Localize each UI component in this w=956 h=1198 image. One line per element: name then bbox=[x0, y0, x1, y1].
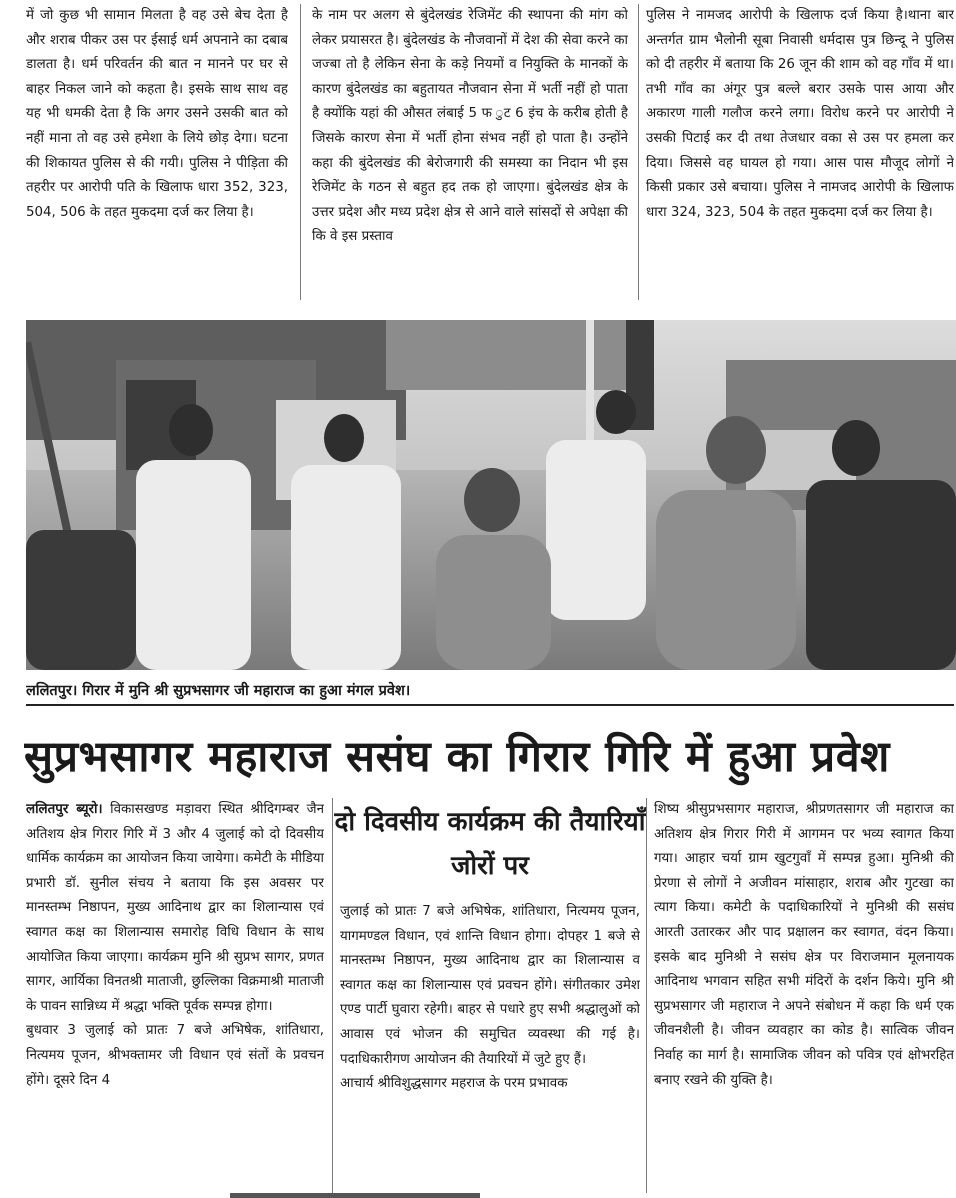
story-paragraph: आचार्य श्रीविशुद्धसागर महराज के परम प्रभावक bbox=[340, 1076, 568, 1092]
dateline: ललितपुर ब्यूरो। bbox=[26, 802, 103, 817]
photo-caption: ललितपुर। गिरार में मुनि श्री सुप्रभसागर जी महाराज का हुआ मंगल प्रवेश। bbox=[26, 678, 954, 706]
top-column-2-text: के नाम पर अलग से बुंदेलखंड रेजिमेंट की स्थापना की मांग को लेकर प्रयासरत है। बुंदेलखंड के नौजवानों में देश की सेवा करने का जज्बा तो है लेकिन सेना के कड़े नियमों व नियुक्ति के मानकों के कारण बुंदेलखंड का बहुतायत नौजवान सेना में भर्ती नहीं हो पाता है क्योंकि यहां की औसत लंबाई 5 फ ुट 6 इंच के करीब होती है जिसके कारण सेना में भर्ती होना संभव नहीं हो पाता है। उन्होंने कहा की बुंदेलखंड की बेरोजगारी की समस्या का निदान भी इस रेजिमेंट के गठन से बहुत हद तक हो जाएगा। बुंदेलखंड क्षेत्र के उत्तर प्रदेश और मध्य प्रदेश क्षेत्र से आने वाले सांसदों से अपेक्षा की कि वे इस प्रस्ताव bbox=[312, 8, 628, 245]
next-article-edge bbox=[230, 1193, 480, 1198]
story-subheading: दो दिवसीय कार्यक्रम की तैयारियाँ जोरों पर bbox=[334, 807, 646, 881]
story-headline: सुप्रभसागर महाराज ससंघ का गिरार गिरि में हुआ प्रवेश bbox=[24, 732, 890, 782]
story-paragraph: शिष्य श्रीसुप्रभसागर महाराज, श्रीप्रणतसागर जी महाराज का अतिशय क्षेत्र गिरार गिरी में आगमन पर भव्य स्वागत किया गया। आहार चर्या ग्राम खुटगुवाँ में सम्पन्न हुआ। मुनिश्री की प्रेरणा से लोगों ने अजीवन मांसाहार, शराब और गुटखा का त्याग किया। कमेटी के पदाधिकारियों ने मुनिश्री की ससंघ आरती उतारकर और पाद प्रक्षालन कर स्वागत, वंदन किया। इसके बाद मुनिश्री ने ससंघ क्षेत्र पर विराजमान मूलनायक आदिनाथ भगवान सहित सभी मंदिरों के दर्शन किये। मुनि श्री सुप्रभसागर जी महाराज ने अपने संबोधन में कहा कि धर्म एक जीवनशैली है। जीवन व्यवहार का कोड है। सात्विक जीवन निर्वाह का मार्ग है। सामाजिक जीवन को पवित्र एवं क्षोभरहित बनाए रखने की युक्ति है। bbox=[654, 802, 954, 1088]
top-column-1 bbox=[26, 4, 288, 300]
story-paragraph: जुलाई को प्रातः 7 बजे अभिषेक, शांतिधारा, नित्यमय पूजन, यागमण्डल विधान, एवं शान्ति विधान होगा। दोपहर 1 बजे से मानस्तम्भ निष्ठापन, मुख्य आदिनाथ द्वार का शिलान्यास व स्वागत कक्ष का शिलान्यास एवं प्रवचन होंगे। संगीतकार उमेश एण्ड पार्टी घुवारा रहेगी। बाहर से पधारे हुए सभी श्रद्धालुओं को आवास एवं भोजन की समुचित व्यवस्था की गई है। पदाधिकारीगण आयोजन की तैयारियों में जुटे हुए हैं। bbox=[340, 904, 640, 1067]
top-column-2 bbox=[312, 4, 628, 300]
story-text: विकासखण्ड मड़ावरा स्थित श्रीदिगम्बर जैन अतिशय क्षेत्र गिरार गिरि में 3 और 4 जुलाई को दो दिवसीय धार्मिक कार्यक्रम का आयोजन किया जायेगा। कमेटी के मीडिया प्रभारी डॉ. सुनील संचय ने बताया कि इस अवसर पर मानस्तम्भ निष्ठापन, मुख्य आदिनाथ द्वार का शिलान्यास एवं स्वागत कक्ष का शिलान्यास समारोह विधि विधान के साथ आयोजित किया जाएगा। कार्यक्रम मुनि श्री सुप्रभ सागर, प्रणत सागर, आर्यिका विनतश्री माताजी, छुल्लिका विक्रमाश्री माताजी के पावन सान्निध्य में श्रद्धा भक्ति पूर्वक सम्पन्न होगा। bbox=[26, 802, 324, 1014]
column-divider bbox=[638, 4, 639, 300]
story-paragraph bbox=[26, 798, 324, 1019]
story-column-3 bbox=[654, 798, 954, 1193]
news-photo-illustration bbox=[26, 320, 956, 670]
story-column-2 bbox=[340, 900, 640, 1193]
news-photo bbox=[26, 320, 956, 670]
top-column-3-text: पुलिस ने नामजद आरोपी के खिलाफ दर्ज किया है।थाना बार अन्तर्गत ग्राम भैलोनी सूबा निवासी धर्मदास पुत्र छिन्दू ने पुलिस को दी तहरीर में बताया कि 26 जून की शाम को वह गाँव में था। तभी गाँव का अंगूर पुत्र बल्ले बरार उसके पास आया और अकारण गाली गलौज करने लगा। विरोध करने पर आरोपी ने उसकी पिटाई कर दी तथा तेजधार वका से उस पर हमला कर दिया। जिससे वह घायल हो गया। आस पास मौजूद लोगों ने किसी प्रकार उसे बचाया। पुलिस ने नामजद आरोपी के खिलाफ धारा 324, 323, 504 के तहत मुकदमा दर्ज कर लिया है। bbox=[646, 8, 954, 220]
story-column-1 bbox=[26, 798, 324, 1193]
column-divider bbox=[646, 798, 647, 1193]
top-column-1-text: में जो कुछ भी सामान मिलता है वह उसे बेच देता है और शराब पीकर उस पर ईसाई धर्म अपनाने का दबाब डालता है। धर्म परिवर्तन की बात न मानने पर घर से बाहर निकल जाने को कहता है। इसके साथ साथ वह यह भी धमकी देता है कि अगर उसने उसकी बात को नहीं माना तो वह उसे हमेशा के लिये छोड़ देगा। घटना की शिकायत पुलिस से की गयी। पुलिस ने पीड़िता की तहरीर पर आरोपी पति के खिलाफ धारा 352, 323, 504, 506 के तहत मुकदमा दर्ज कर लिया है। bbox=[26, 8, 288, 220]
column-divider bbox=[332, 798, 333, 1193]
column-divider bbox=[300, 4, 301, 300]
top-column-3 bbox=[646, 4, 954, 300]
story-paragraph: बुधवार 3 जुलाई को प्रातः 7 बजे अभिषेक, शांतिधारा, नित्यमय पूजन, श्रीभक्तामर जी विधान एवं संतों के प्रवचन होंगे। दूसरे दिन 4 bbox=[26, 1023, 324, 1088]
